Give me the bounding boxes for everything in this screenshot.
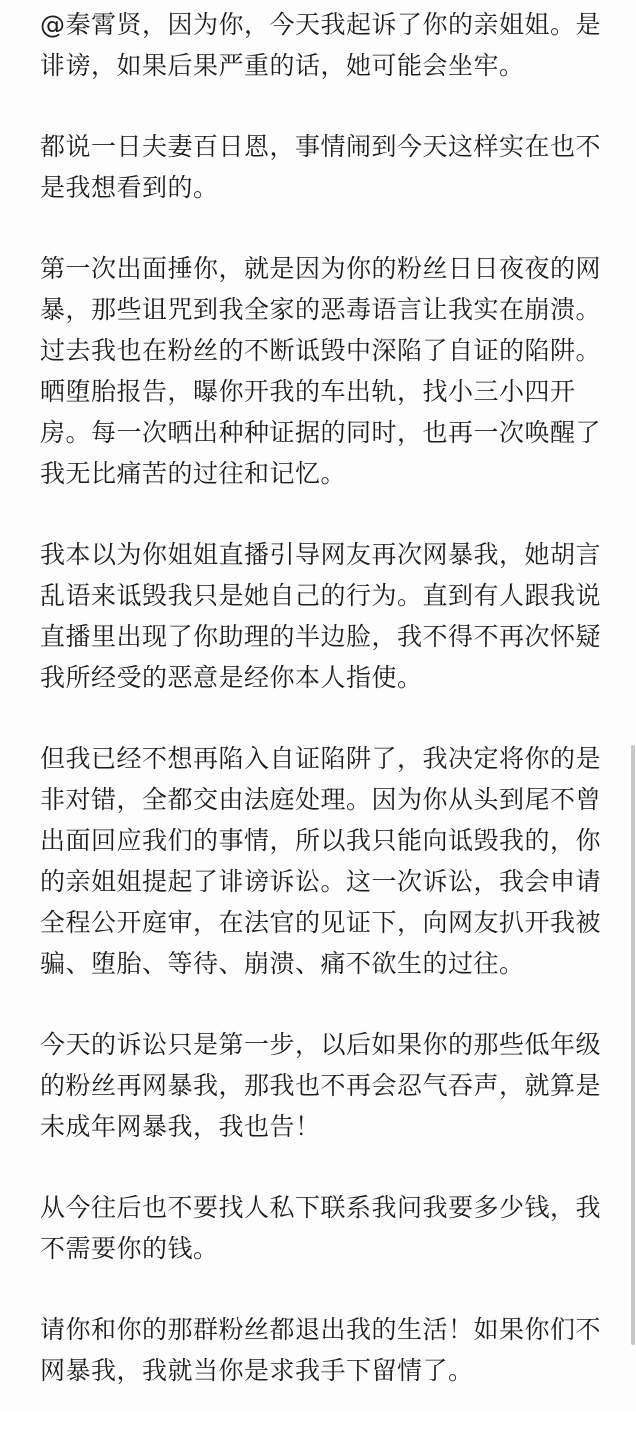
text-line: 的亲姐姐提起了诽谤诉讼。这一次诉讼，我会申请 [40, 867, 602, 896]
text-line: 过去我也在粉丝的不断诋毁中深陷了自证的陷阱。 [40, 336, 602, 365]
paragraph-3 [40, 248, 610, 494]
text-line: 非对错，全都交由法庭处理。因为你从头到尾不曾 [40, 785, 602, 814]
paragraph-6 [40, 1024, 610, 1147]
post-body [40, 4, 610, 1431]
paragraph-5 [40, 738, 610, 984]
text-line: 我所经受的恶意是经你本人指使。 [40, 663, 423, 692]
paragraph-2 [40, 126, 610, 208]
text-line: 都说一日夫妻百日恩，事情闹到今天这样实在也不 [40, 132, 602, 161]
paragraph-7 [40, 1187, 610, 1269]
scrollbar-thumb[interactable] [631, 745, 635, 1345]
text-line: 乱语来诋毁我只是她自己的行为。直到有人跟我说 [40, 581, 602, 610]
text-line: 暴，那些诅咒到我全家的恶毒语言让我实在崩溃。 [40, 295, 602, 324]
text-line: 全程公开庭审，在法官的见证下，向网友扒开我被 [40, 908, 602, 937]
text-line: 我无比痛苦的过往和记忆。 [40, 459, 347, 488]
text-line: @秦霄贤，因为你，今天我起诉了你的亲姐姐。是 [40, 10, 602, 39]
text-line: 直播里出现了你助理的半边脸，我不得不再次怀疑 [40, 622, 602, 651]
text-line: 的粉丝再网暴我，那我也不再会忍气吞声，就算是 [40, 1071, 602, 1100]
text-line: 不需要你的钱。 [40, 1234, 219, 1263]
text-line: 诽谤，如果后果严重的话，她可能会坐牢。 [40, 51, 525, 80]
scrollbar[interactable] [628, 0, 636, 1410]
text-line: 从今往后也不要找人私下联系我问我要多少钱，我 [40, 1193, 602, 1222]
text-line: 骗、堕胎、等待、崩溃、痛不欲生的过往。 [40, 949, 525, 978]
text-line: 但我已经不想再陷入自证陷阱了，我决定将你的是 [40, 744, 602, 773]
paragraph-8 [40, 1309, 610, 1391]
text-line: 我本以为你姐姐直播引导网友再次网暴我，她胡言 [40, 540, 602, 569]
text-line: 请你和你的那群粉丝都退出我的生活！如果你们不 [40, 1315, 602, 1344]
text-line: 房。每一次晒出种种证据的同时，也再一次唤醒了 [40, 418, 602, 447]
text-line: 第一次出面捶你，就是因为你的粉丝日日夜夜的网 [40, 254, 602, 283]
text-line: 今天的诉讼只是第一步，以后如果你的那些低年级 [40, 1030, 602, 1059]
text-line: 晒堕胎报告，曝你开我的车出轨，找小三小四开 [40, 377, 576, 406]
text-line: 是我想看到的。 [40, 173, 219, 202]
text-line: 未成年网暴我，我也告！ [40, 1112, 321, 1141]
text-line: 出面回应我们的事情，所以我只能向诋毁我的，你 [40, 826, 602, 855]
paragraph-1 [40, 4, 610, 86]
paragraph-4 [40, 534, 610, 698]
text-line: 网暴我，我就当你是求我手下留情了。 [40, 1356, 474, 1385]
